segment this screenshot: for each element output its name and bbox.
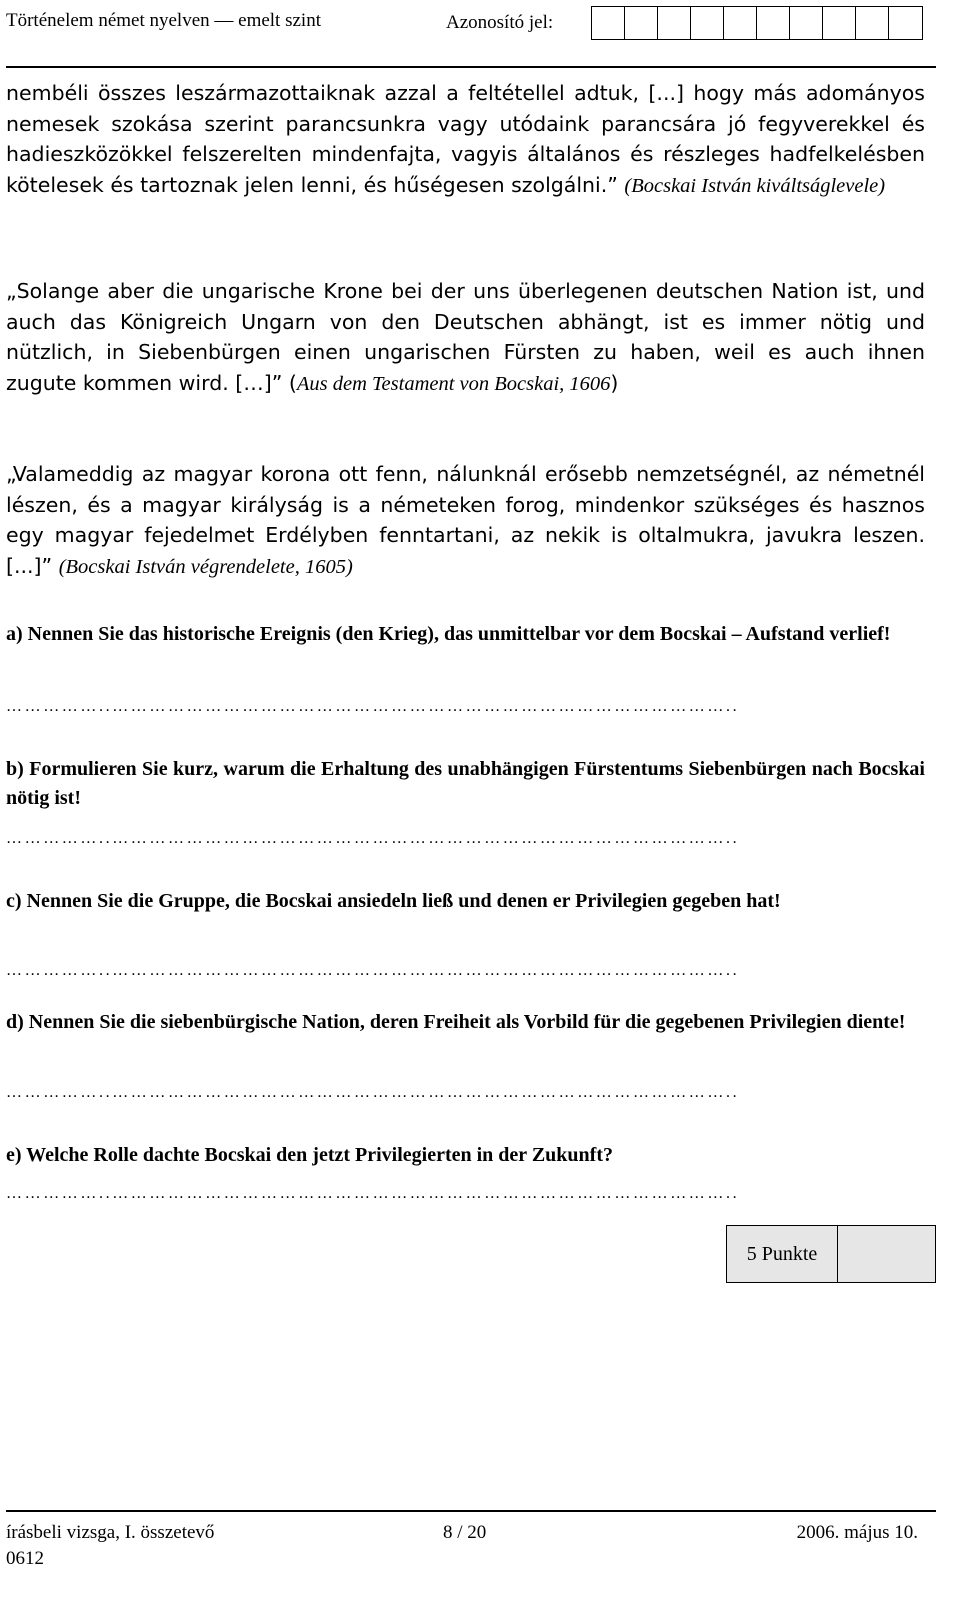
source-passage-3 [6, 459, 925, 582]
source-passage-2 [6, 276, 925, 399]
answer-line-d[interactable]: ……………..……………………………………………………………………………………….. [6, 1084, 740, 1101]
id-box[interactable] [691, 7, 724, 39]
footer-code: 0612 [6, 1548, 44, 1569]
id-box[interactable] [823, 7, 856, 39]
question-c: c) Nennen Sie die Gruppe, die Bocskai ansiedeln ließ und denen er Privilegien gegeben hat! [6, 890, 781, 912]
footer-exam-part: írásbeli vizsga, I. összetevő [6, 1522, 215, 1543]
page-header [6, 6, 936, 40]
passage-source: (Bocskai István végrendelete, 1605) [58, 555, 353, 578]
id-box[interactable] [658, 7, 691, 39]
source-passage-1 [6, 78, 925, 201]
passage-text: „Valameddig az magyar korona ott fenn, nálunknál erősebb nemzetségnél, az németnél lészen, és a magyar királyság is a németeken forog, mindenkor szükséges és hasznos egy magyar fejedelmet Erdélyben fenntartani, az nekik is oltalmukra, javukra leszen. [...]” [6, 462, 925, 578]
id-box[interactable] [790, 7, 823, 39]
id-label: Azonosító jel: [446, 12, 554, 33]
passage-source: (Bocskai István kiváltságlevele) [624, 174, 886, 197]
id-box[interactable] [724, 7, 757, 39]
points-box [726, 1225, 936, 1283]
passage-text: nembéli összes leszármazottaiknak azzal a feltétellel adtuk, [...] hogy más adományos nemesek szokása szerint parancsunkra vagy utódaink parancsára jó fegyverekkel és hadieszközökkel felszerelten mindenfajta, vagyis általános és részleges hadfelkelésben kötelesek és tartoznak jelen lenni, és hűségesen szolgálni.” [6, 81, 925, 197]
passage-tail: ) [610, 370, 619, 395]
id-box[interactable] [889, 7, 922, 39]
points-label: 5 Punkte [727, 1226, 838, 1282]
points-score-cell[interactable] [838, 1226, 935, 1282]
footer-date: 2006. május 10. [796, 1522, 918, 1543]
question-b: b) Formulieren Sie kurz, warum die Erhaltung des unabhängigen Fürstentums Siebenbürgen nach Bocskai nötig ist! [6, 758, 925, 809]
question-a: a) Nennen Sie das historische Ereignis (den Krieg), das unmittelbar vor dem Bocskai – Aufstand verlief! [6, 623, 891, 645]
question-d: d) Nennen Sie die siebenbürgische Nation, deren Freiheit als Vorbild für die gegebenen Privilegien diente! [6, 1011, 906, 1033]
answer-line-b[interactable]: ……………..……………………………………………………………………………………….. [6, 830, 740, 847]
id-box[interactable] [625, 7, 658, 39]
id-boxes [591, 6, 923, 40]
header-divider [6, 66, 936, 68]
answer-line-a[interactable]: ……………..……………………………………………………………………………………….. [6, 698, 740, 715]
id-box[interactable] [856, 7, 889, 39]
id-box[interactable] [592, 7, 625, 39]
answer-line-c[interactable]: ……………..……………………………………………………………………………………….. [6, 962, 740, 979]
answer-line-e[interactable]: ……………..……………………………………………………………………………………….. [6, 1185, 740, 1202]
passage-text: „Solange aber die ungarische Krone bei der uns überlegenen deutschen Nation ist, und auch das Königreich Ungarn von den Deutschen abhängt, ist es immer nötig und nützlich, in Siebenbürgen einen ungarischen Fürsten zu haben, weil es auch ihnen zugute kommen wird. […]” ( [6, 279, 925, 395]
footer-page-number: 8 / 20 [443, 1522, 487, 1543]
exam-title: Történelem német nyelven — emelt szint [6, 10, 321, 31]
id-box[interactable] [757, 7, 790, 39]
footer-divider [6, 1510, 936, 1512]
question-e: e) Welche Rolle dachte Bocskai den jetzt Privilegierten in der Zukunft? [6, 1144, 613, 1166]
passage-source: Aus dem Testament von Bocskai, 1606 [296, 372, 611, 395]
